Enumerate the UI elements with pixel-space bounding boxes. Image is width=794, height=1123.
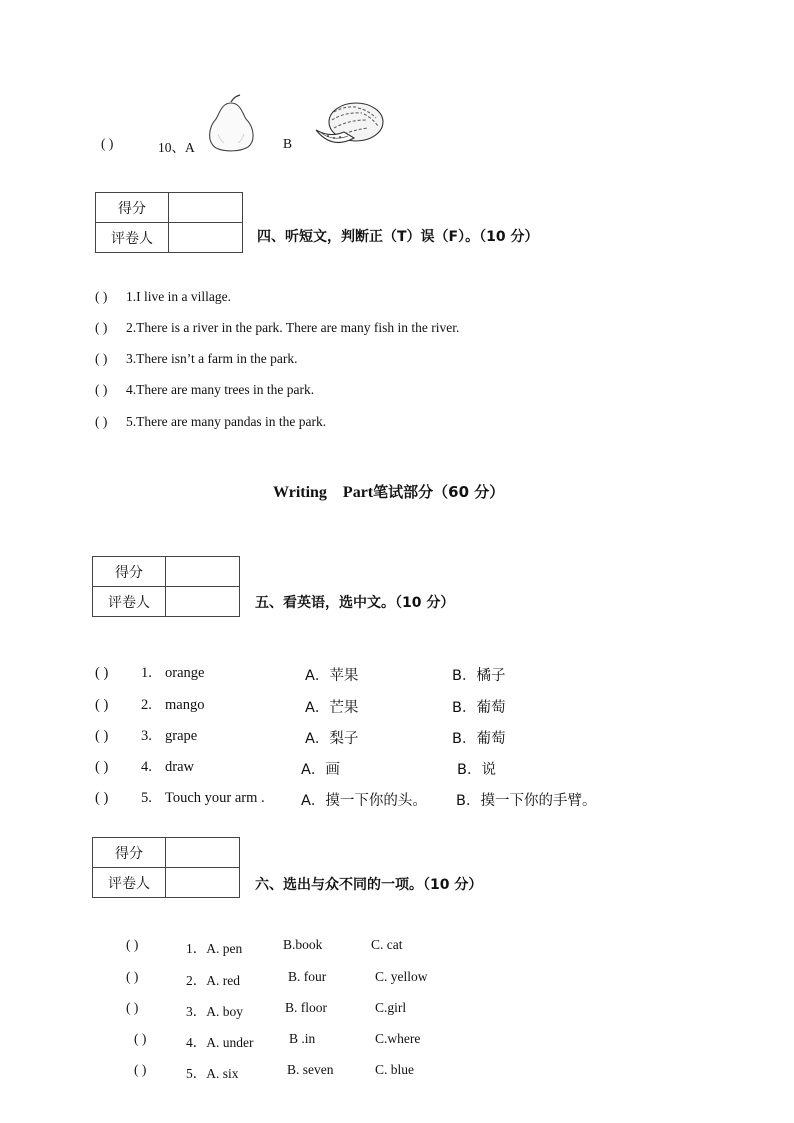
section5-item-1-option-b[interactable]: B．橘子 [452, 668, 506, 684]
section5-item-4-option-a[interactable]: A．画 [301, 762, 340, 778]
section6-item-4-paren[interactable]: ( ) [134, 1031, 147, 1046]
grader-label: 评卷人 [93, 587, 166, 617]
section6-item-1-option-b[interactable]: B.book [283, 937, 323, 952]
grader-label: 评卷人 [96, 223, 169, 253]
writing-part-title-cn: 笔试部分（60 分） [373, 483, 505, 501]
section5-item-5-option-b[interactable]: B．摸一下你的手臂。 [456, 793, 597, 809]
score-label: 得分 [93, 557, 166, 587]
section6-item-3-paren[interactable]: ( ) [126, 1000, 139, 1015]
section6-item-5-option-b[interactable]: B. seven [287, 1062, 334, 1077]
section6-item-4-option-c[interactable]: C.where [375, 1031, 421, 1046]
section6-item-5-paren[interactable]: ( ) [134, 1062, 147, 1077]
section4-item-5-text: 5.There are many pandas in the park. [126, 414, 327, 429]
section5-item-2-num: 2. [141, 697, 152, 713]
score-box-section5 [92, 556, 240, 617]
section5-item-3-num: 3. [141, 728, 152, 744]
section6-item-3-option-b[interactable]: B. floor [285, 1000, 327, 1015]
section4-item-5-paren[interactable]: ( ) [95, 414, 108, 429]
watermelon-icon [314, 100, 386, 150]
section5-item-3-en: grape [165, 728, 198, 744]
section5-item-4-paren[interactable]: ( ) [95, 759, 109, 775]
section5-item-2-en: mango [165, 697, 205, 713]
score-box-section6 [92, 837, 240, 898]
section5-item-2-paren[interactable]: ( ) [95, 697, 109, 713]
section5-item-4-option-b[interactable]: B．说 [457, 762, 496, 778]
section4-title: 四、听短文，判断正（T）误（F）。（10 分） [257, 229, 539, 245]
section6-item-1-option-a[interactable]: 1．A. pen [186, 941, 243, 956]
section6-item-2-paren[interactable]: ( ) [126, 969, 139, 984]
section5-title: 五、看英语，选中文。（10 分） [255, 595, 455, 611]
score-box-section4 [95, 192, 243, 253]
section4-item-4-paren[interactable]: ( ) [95, 382, 108, 397]
section5-item-2-option-a[interactable]: A．芒果 [305, 700, 359, 716]
section6-item-2-option-b[interactable]: B. four [288, 969, 327, 984]
section5-item-3-option-b[interactable]: B．葡萄 [452, 731, 506, 747]
grader-label: 评卷人 [93, 868, 166, 898]
pear-icon [204, 94, 258, 152]
score-field[interactable] [169, 193, 243, 223]
section4-item-2-text: 2.There is a river in the park. There are many fish in the river. [126, 320, 460, 335]
section4-item-1-paren[interactable]: ( ) [95, 289, 108, 304]
section5-item-2-option-b[interactable]: B．葡萄 [452, 700, 506, 716]
writing-part-title-en: Writing Part [273, 484, 374, 501]
score-label: 得分 [93, 838, 166, 868]
score-field[interactable] [166, 838, 240, 868]
section4-item-3-text: 3.There isn’t a farm in the park. [126, 351, 298, 366]
section5-item-1-option-a[interactable]: A．苹果 [305, 668, 359, 684]
section5-item-3-paren[interactable]: ( ) [95, 728, 109, 744]
score-field[interactable] [166, 557, 240, 587]
q10-label: 10、A [158, 140, 195, 155]
grader-field[interactable] [166, 868, 240, 898]
section5-item-5-en: Touch your arm . [165, 790, 265, 806]
grader-field[interactable] [166, 587, 240, 617]
writing-part-title [273, 481, 504, 502]
section5-item-4-en: draw [165, 759, 194, 775]
section4-item-2-paren[interactable]: ( ) [95, 320, 108, 335]
section6-item-3-option-c[interactable]: C.girl [375, 1000, 407, 1015]
section5-item-1-en: orange [165, 665, 205, 681]
section5-item-4-num: 4. [141, 759, 152, 775]
section6-item-2-option-a[interactable]: 2．A. red [186, 973, 240, 988]
section6-item-1-paren[interactable]: ( ) [126, 937, 139, 952]
section6-title: 六、选出与众不同的一项。（10 分） [255, 877, 483, 893]
q10-option-b: B [283, 136, 293, 151]
section5-item-5-option-a[interactable]: A．摸一下你的头。 [301, 793, 427, 809]
section4-item-1-text: 1.I live in a village. [126, 289, 231, 304]
section5-item-5-paren[interactable]: ( ) [95, 790, 109, 806]
section5-item-1-num: 1. [141, 665, 152, 681]
section6-item-5-option-a[interactable]: 5．A. six [186, 1066, 239, 1081]
section4-item-4-text: 4.There are many trees in the park. [126, 382, 315, 397]
grader-field[interactable] [169, 223, 243, 253]
section6-item-4-option-a[interactable]: 4．A. under [186, 1035, 254, 1050]
score-label: 得分 [96, 193, 169, 223]
q10-paren[interactable]: ( ) [101, 136, 114, 151]
section5-item-5-num: 5. [141, 790, 152, 806]
section4-item-3-paren[interactable]: ( ) [95, 351, 108, 366]
section5-item-3-option-a[interactable]: A．梨子 [305, 731, 359, 747]
section6-item-4-option-b[interactable]: B .in [289, 1031, 316, 1046]
section6-item-2-option-c[interactable]: C. yellow [375, 969, 428, 984]
section6-item-3-option-a[interactable]: 3．A. boy [186, 1004, 243, 1019]
section5-item-1-paren[interactable]: ( ) [95, 665, 109, 681]
section6-item-5-option-c[interactable]: C. blue [375, 1062, 414, 1077]
section6-item-1-option-c[interactable]: C. cat [371, 937, 403, 952]
